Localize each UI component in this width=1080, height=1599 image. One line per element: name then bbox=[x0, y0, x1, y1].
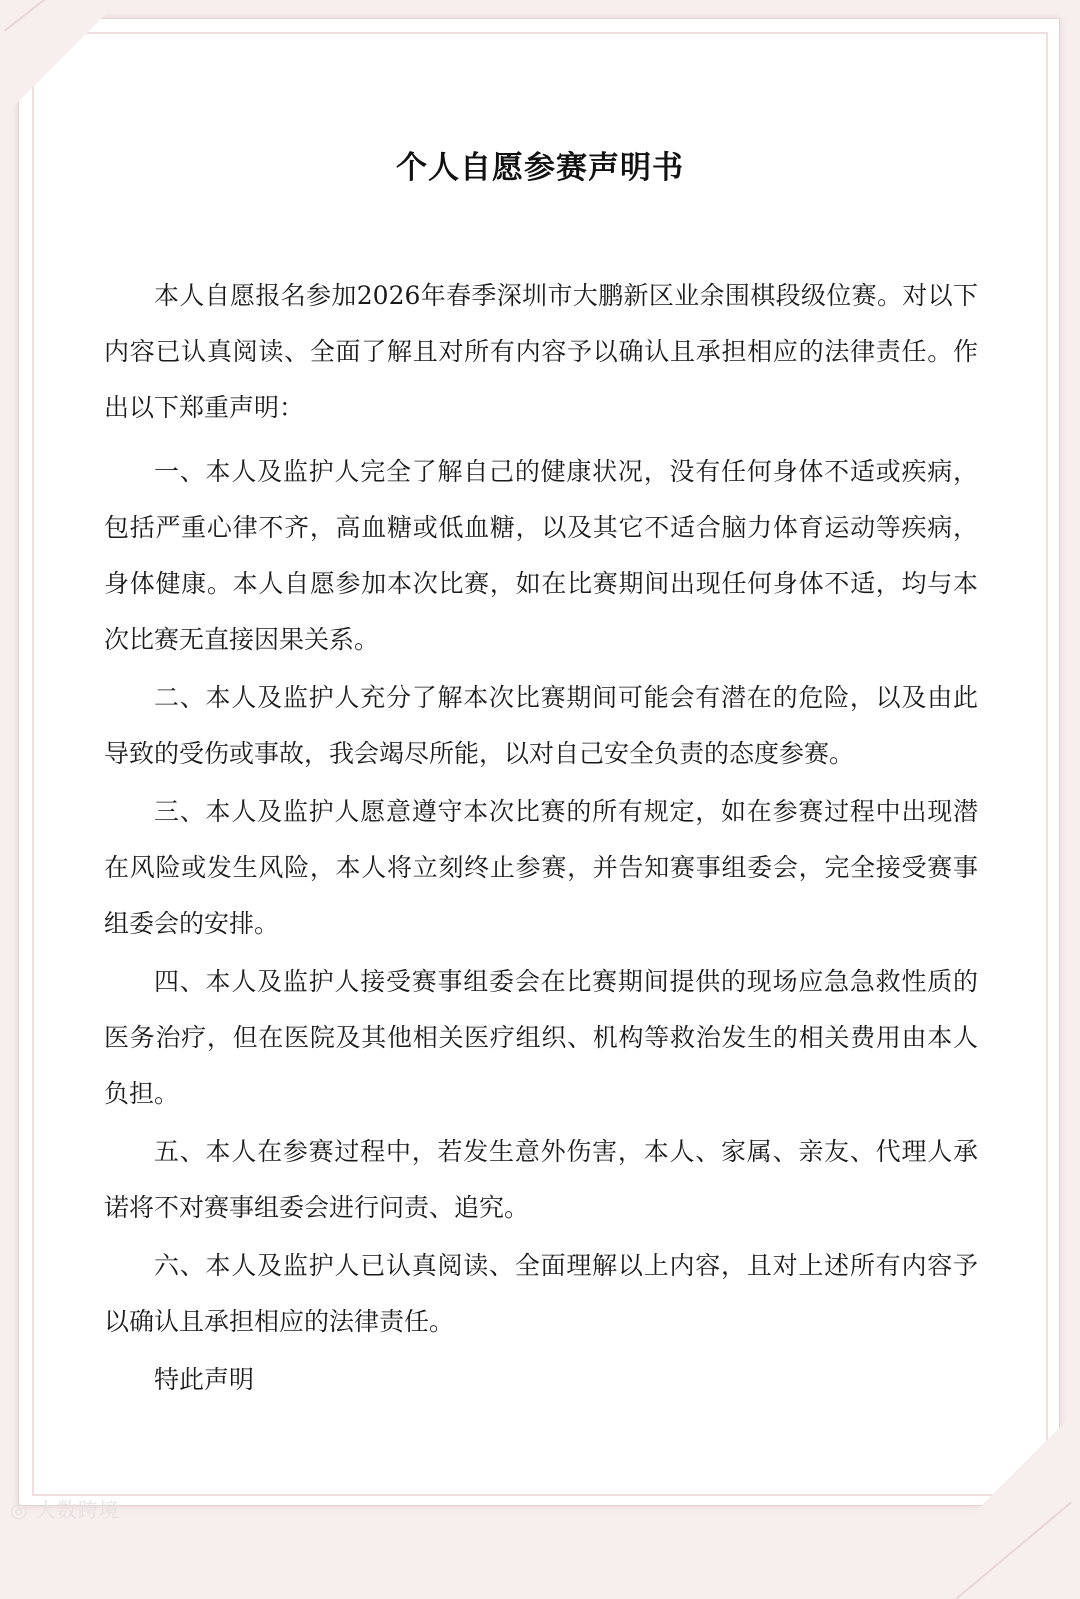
document-body bbox=[104, 268, 978, 1410]
clause-1: 一、本人及监护人完全了解自己的健康状况，没有任何身体不适或疾病，包括严重心律不齐，高血糖或低血糖，以及其它不适合脑力体育运动等疾病，身体健康。本人自愿参加本次比赛，如在比赛期间出现任何身体不适，均与本次比赛无直接因果关系。 bbox=[104, 457, 978, 654]
clause-3: 三、本人及监护人愿意遵守本次比赛的所有规定，如在参赛过程中出现潜在风险或发生风险，本人将立刻终止参赛，并告知赛事组委会，完全接受赛事组委会的安排。 bbox=[104, 797, 978, 938]
clause-4: 四、本人及监护人接受赛事组委会在比赛期间提供的现场应急急救性质的医务治疗，但在医院及其他相关医疗组织、机构等救治发生的相关费用由本人负担。 bbox=[104, 967, 978, 1108]
intro-paragraph: 本人自愿报名参加2026年春季深圳市大鹏新区业余围棋段级位赛。对以下内容已认真阅读、全面了解且对所有内容予以确认且承担相应的法律责任。作出以下郑重声明： bbox=[104, 281, 978, 422]
watermark bbox=[10, 1494, 120, 1523]
clause-2: 二、本人及监护人充分了解本次比赛期间可能会有潜在的危险，以及由此导致的受伤或事故，我会竭尽所能，以对自己安全负责的态度参赛。 bbox=[104, 683, 978, 768]
closing-statement: 特此声明 bbox=[154, 1365, 255, 1394]
document-title: 个人自愿参赛声明书 bbox=[396, 150, 684, 186]
watermark-text: 大数跨境 bbox=[35, 1498, 120, 1522]
clause-5: 五、本人在参赛过程中，若发生意外伤害，本人、家属、亲友、代理人承诺将不对赛事组委会进行问责、追究。 bbox=[104, 1137, 978, 1222]
watermark-logo-icon: ◎ bbox=[10, 1498, 36, 1522]
clause-6: 六、本人及监护人已认真阅读、全面理解以上内容，且对上述所有内容予以确认且承担相应的法律责任。 bbox=[104, 1251, 978, 1336]
